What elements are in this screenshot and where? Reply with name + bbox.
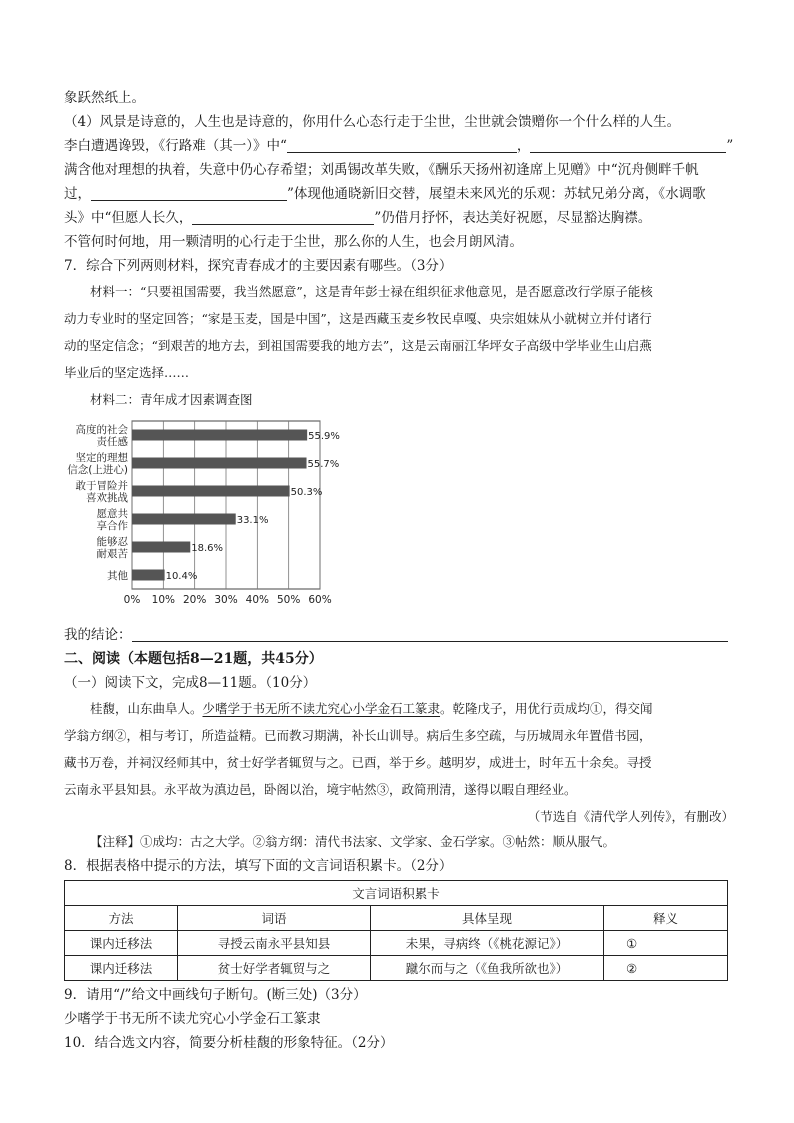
exam-page bbox=[64, 86, 734, 1055]
category-label: 坚定的理想 bbox=[75, 452, 128, 464]
answer-blank-2[interactable] bbox=[530, 136, 726, 153]
bar-value-label: 55.7% bbox=[307, 459, 340, 470]
conclusion-blank[interactable] bbox=[132, 625, 728, 642]
table-row bbox=[65, 931, 728, 956]
category-label: 愿意共 bbox=[96, 508, 128, 520]
answer-blank-4[interactable] bbox=[192, 208, 374, 225]
header-meaning: 释义 bbox=[604, 906, 728, 931]
category-label: 其他 bbox=[107, 570, 128, 582]
cell-example: 蹴尔而与之（《鱼我所欲也》） bbox=[371, 956, 604, 981]
material-1-line-1: 材料一：“只要祖国需要，我当然愿意”，这是青年彭士禄在组织征求他意见，是否愿意改行学原子能核 bbox=[90, 284, 653, 299]
bar-value-label: 50.3% bbox=[290, 487, 323, 498]
q4-line-1: 李白遭遇谗毁，《行路难（其一）》中“ ， ” bbox=[64, 138, 734, 154]
bar bbox=[132, 514, 236, 525]
bar bbox=[132, 430, 307, 441]
q7-stem: 7．综合下列两则材料，探究青春成才的主要因素有哪些。（3分） bbox=[64, 258, 453, 274]
bar bbox=[132, 458, 307, 469]
category-label: 喜欢挑战 bbox=[86, 492, 128, 504]
category-label: 能够忍 bbox=[96, 536, 128, 548]
vocab-card-table bbox=[64, 880, 728, 981]
continued-text: 象跃然纸上。 bbox=[64, 90, 145, 106]
cell-word: 寻授云南永平县知县 bbox=[178, 931, 371, 956]
conclusion-line: 我的结论： bbox=[64, 623, 734, 647]
material-1-line-4: 毕业后的坚定选择…… bbox=[64, 365, 190, 380]
bar bbox=[132, 570, 165, 581]
bar-value-label: 55.9% bbox=[308, 431, 340, 442]
q4-line-3: 过， ”体现他通晓新旧交替，展望未来风光的乐观：苏轼兄弟分离，《水调歌 bbox=[64, 186, 706, 202]
x-tick-label: 20% bbox=[182, 594, 207, 606]
q4-line-4: 头》中“但愿人长久， ”仍借月抒怀，表达美好祝愿，尽显豁达胸襟。 bbox=[64, 210, 652, 226]
passage-line-4: 云南永平县知县。永平故为滇边邑，卧阁以治，境宇帖然③，政简刑清，遂得以暇自理经业。 bbox=[64, 782, 577, 797]
header-example: 具体呈现 bbox=[371, 906, 604, 931]
category-label: 敢于冒险并 bbox=[75, 480, 128, 492]
q10-stem: 10．结合选文内容，简要分析桂馥的形象特征。（2分） bbox=[64, 1035, 394, 1051]
category-label: 责任感 bbox=[96, 436, 128, 448]
table-header-row bbox=[65, 906, 728, 931]
material-1-line-2: 动力专业时的坚定回答；“家是玉麦，国是中国”，这是西藏玉麦乡牧民卓嘎、央宗姐妹从小就树立并付诸行 bbox=[64, 311, 652, 326]
x-tick-label: 0% bbox=[123, 594, 141, 606]
passage-line-1: 桂馥，山东曲阜人。少嗜学于书无所不读尤究心小学金石工篆隶。乾隆戊子，用优行贡成均①，得交闻 bbox=[90, 701, 653, 716]
table-title: 文言词语积累卡 bbox=[65, 881, 728, 906]
q9-stem: 9．请用“/”给文中画线句子断句。(断三处)（3分） bbox=[64, 987, 367, 1003]
category-label: 享合作 bbox=[96, 520, 128, 532]
x-tick-label: 10% bbox=[151, 594, 176, 606]
passage-source: （节选自《清代学人列传》，有删改） bbox=[527, 809, 734, 824]
passage-line-3: 藏书万卷，并祠汉经师其中，贫士好学者辄贸与之。已酉，举于乡。越明岁，成进士，时年五十余矣。寻授 bbox=[64, 755, 652, 770]
bar-value-label: 10.4% bbox=[165, 571, 198, 582]
bar-chart bbox=[64, 415, 340, 625]
cell-method: 课内迁移法 bbox=[65, 956, 178, 981]
cell-example: 未果，寻病终（《桃花源记》） bbox=[371, 931, 604, 956]
cell-method: 课内迁移法 bbox=[65, 931, 178, 956]
table-row bbox=[65, 956, 728, 981]
x-tick-label: 30% bbox=[214, 594, 238, 606]
bar-value-label: 18.6% bbox=[191, 543, 224, 554]
answer-blank-3[interactable] bbox=[91, 184, 287, 201]
q4-line-2: 满含他对理想的执着，失意中仍心存希望；刘禹锡改革失败，《酬乐天扬州初逢席上见赠》中“沉舟侧畔千帆 bbox=[64, 162, 699, 178]
bar bbox=[132, 542, 190, 553]
passage-notes: 【注释】①成均：古之大学。②翁方纲：清代书法家、文学家、金石学家。③帖然：顺从服气。 bbox=[90, 834, 616, 849]
passage-line-2: 学翁方纲②，相与考订，所造益精。已而教习期满，补长山训导。病后生多空疏，与历城周永年置借书园， bbox=[64, 728, 652, 743]
q4-stem: （4）风景是诗意的，人生也是诗意的，你用什么心态行走于尘世，尘世就会馈赠你一个什么样的人生。 bbox=[64, 114, 681, 130]
category-label: 高度的社会 bbox=[75, 424, 128, 436]
category-label: 信念(上进心) bbox=[67, 464, 128, 476]
material-1-line-3: 动的坚定信念；“到艰苦的地方去，到祖国需要我的地方去”，这是云南丽江华坪女子高级中学毕业生山启燕 bbox=[64, 338, 652, 353]
q4-line-5: 不管何时何地，用一颗清明的心行走于尘世，那么你的人生，也会月朗风清。 bbox=[64, 234, 523, 250]
cell-meaning-answer[interactable]: ② bbox=[604, 956, 728, 981]
underlined-sentence: 少嗜学于书无所不读尤究心小学金石工篆隶 bbox=[202, 701, 441, 716]
header-word: 词语 bbox=[178, 906, 371, 931]
x-tick-label: 50% bbox=[276, 594, 301, 606]
material-2-title: 材料二：青年成才因素调查图 bbox=[90, 392, 253, 407]
x-tick-label: 60% bbox=[308, 594, 332, 606]
header-method: 方法 bbox=[65, 906, 178, 931]
section-2-sub: （一）阅读下文，完成8—11题。（10分） bbox=[64, 675, 317, 691]
cell-word: 贫士好学者辄贸与之 bbox=[178, 956, 371, 981]
q9-sentence[interactable]: 少嗜学于书无所不读尤究心小学金石工篆隶 bbox=[64, 1011, 321, 1027]
cell-meaning-answer[interactable]: ① bbox=[604, 931, 728, 956]
survey-chart bbox=[64, 415, 734, 625]
section-2-title: 二、阅读（本题包括8—21题，共45分） bbox=[64, 651, 323, 667]
x-tick-label: 40% bbox=[245, 594, 270, 606]
answer-blank-1[interactable] bbox=[287, 136, 517, 153]
bar-value-label: 33.1% bbox=[236, 515, 269, 526]
bar bbox=[132, 486, 290, 497]
category-label: 耐艰苦 bbox=[96, 548, 128, 560]
q8-stem: 8．根据表格中提示的方法，填写下面的文言词语积累卡。（2分） bbox=[64, 858, 453, 874]
